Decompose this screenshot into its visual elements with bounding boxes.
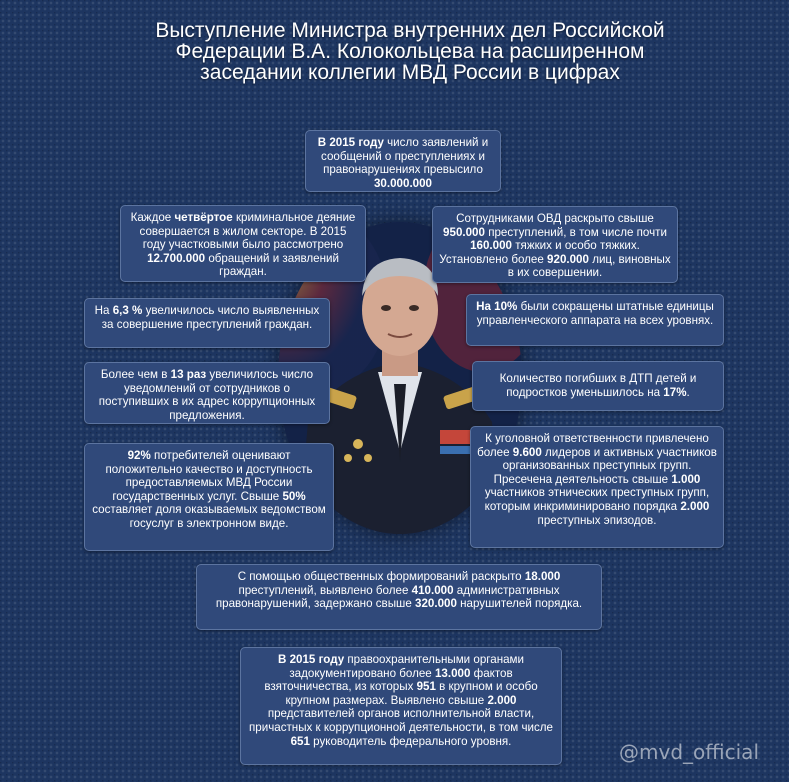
card-highlight: 13.000 [434, 666, 471, 680]
card-highlight: 6,3 % [112, 304, 143, 317]
card-text: правоохранительными органами задокументировано более [289, 653, 524, 680]
page-title: Выступление Министра внутренних дел Российской Федерации В.А. Колокольцева на расширенном заседании коллегии МВД России в цифрах [155, 19, 665, 84]
card-highlight: 950.000 [443, 225, 485, 239]
card-highlight: 9.600 [512, 445, 542, 459]
card-text: лидеров и активных участников организованных преступных групп. Пресечена деятельность свыше [493, 445, 717, 486]
card-highlight: 651 [290, 734, 310, 748]
watermark: @mvd_official [619, 740, 759, 764]
card-text: представителей органов исполнительной власти, причастных к коррупционной деятельности, в том числе [249, 707, 553, 734]
card-text: увеличилось число уведомлений от сотрудников о поступивших в их адрес коррупционных предложения. [98, 368, 316, 422]
card-highlight: 160.000 [470, 239, 513, 253]
card-text: Каждое [130, 211, 175, 224]
card-road-deaths [472, 361, 724, 411]
card-corruption-notices [84, 362, 330, 424]
card-text: . [686, 385, 690, 399]
card-crimes-solved [432, 206, 678, 283]
card-highlight: 320.000 [415, 597, 457, 611]
card-highlight: 410.000 [411, 583, 454, 597]
card-highlight: 92% [127, 449, 151, 462]
card-highlight: 2.000 [487, 693, 517, 707]
card-highlight: На 10% [476, 300, 518, 313]
card-text: Более чем в [100, 368, 171, 381]
card-highlight: В 2015 году [317, 136, 384, 149]
card-highlight: 951 [416, 680, 436, 694]
card-highlight: 1.000 [671, 472, 701, 486]
card-text: На [94, 304, 113, 317]
card-highlight: 30.000.000 [373, 176, 433, 190]
card-text: С помощью общественных формирований раскрыто [237, 570, 525, 583]
card-highlight: 920.000 [547, 252, 589, 266]
card-residential-crime [120, 205, 366, 282]
card-text: Количество погибших в ДТП детей и подростков уменьшилось на [499, 372, 697, 399]
card-text: были сокращены штатные единицы управленческого аппарата на всех уровнях. [476, 300, 714, 327]
card-highlight: 50% [282, 489, 306, 503]
card-text: тяжких и особо тяжких. Установлено более [439, 239, 640, 266]
card-text: в крупном и особо крупном размерах. Выявлено свыше [285, 680, 538, 707]
card-text: потребителей оценивают положительно качество и доступность предоставляемых МВД России государственных услуг. Свыше [105, 449, 313, 503]
card-text: преступлений, в том числе почти [484, 225, 667, 239]
card-text: административных правонарушений, задержано свыше [215, 583, 560, 611]
card-highlight: 12.700.000 [147, 251, 206, 265]
card-text: преступлений, выявлено более [238, 583, 412, 597]
card-text: К уголовной ответственности привлечено более [477, 432, 709, 459]
card-text: обращений и заявлений граждан. [205, 251, 339, 279]
card-bribery [240, 647, 562, 765]
card-text: увеличилось число выявленных за совершение преступлений граждан. [101, 304, 320, 331]
card-text: преступных эпизодов. [537, 513, 657, 527]
card-text: криминальное деяние совершается в жилом секторе. В 2015 году участковыми было рассмотрено [139, 211, 356, 252]
card-highlight: 17% [663, 385, 687, 399]
card-public-formations [196, 564, 602, 630]
card-text: участников этнических преступных групп, которым инкриминировано порядка [484, 486, 710, 513]
card-staff-reduction [466, 294, 724, 346]
card-text: фактов взяточничества, из которых [264, 666, 513, 694]
card-statements-2015 [305, 130, 501, 192]
card-text: Сотрудниками ОВД раскрыто свыше [456, 212, 654, 225]
card-text: число заявлений и сообщений о преступлениях и правонарушениях превысило [321, 136, 489, 177]
card-highlight: 18.000 [524, 570, 561, 583]
card-highlight: четвёртое [174, 211, 233, 224]
card-detected-citizens [84, 298, 330, 348]
card-text: лиц, виновных в их совершении. [507, 252, 671, 280]
card-text: руководитель федерального уровня. [309, 734, 512, 748]
card-text: нарушителей порядка. [456, 597, 583, 611]
card-highlight: 13 раз [170, 368, 207, 381]
card-public-services [84, 443, 334, 551]
card-organized-crime [470, 426, 724, 548]
card-highlight: В 2015 году [278, 653, 345, 666]
card-text: составляет доля оказываемых ведомством госуслуг в электронном виде. [92, 503, 326, 530]
card-highlight: 2.000 [680, 499, 710, 513]
